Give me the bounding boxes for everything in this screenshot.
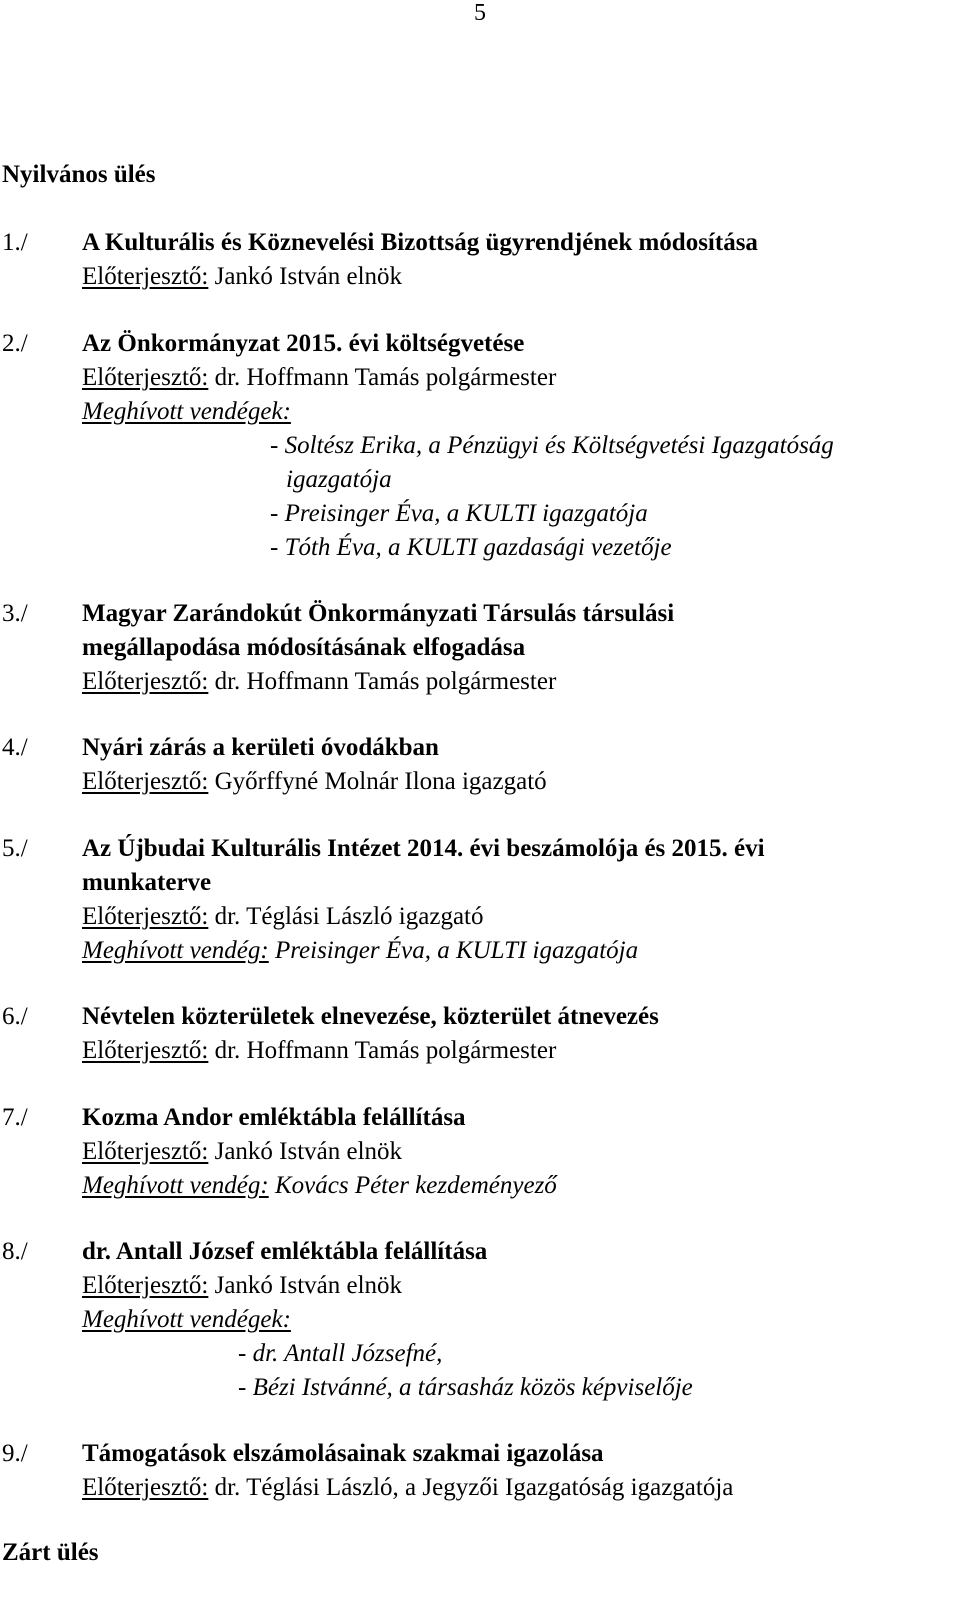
presenter-name: dr. Hoffmann Tamás polgármester [214,668,557,695]
presenter-line [82,361,556,395]
guest-entry: - Soltész Erika, a Pénzügyi és Költségvetési Igazgatóság [270,432,834,459]
presenter-label: Előterjesztő: [82,1037,209,1064]
item-number: 6./ [2,1003,28,1030]
presenter-label: Előterjesztő: [82,1474,209,1501]
page-number: 5 [474,0,486,26]
guest-name: Preisinger Éva, a KULTI igazgatója [274,937,639,964]
presenter-label: Előterjesztő: [82,1272,209,1299]
presenter-name: Jankó István elnök [214,263,403,290]
presenter-line [82,1135,402,1169]
item-title: Nyári zárás a kerületi óvodákban [82,734,439,761]
item-number: 7./ [2,1104,28,1131]
presenter-line [82,665,556,699]
item-number: 9./ [2,1440,28,1467]
item-number: 2./ [2,330,28,357]
presenter-label: Előterjesztő: [82,668,209,695]
guest-label: Meghívott vendég: [82,937,269,964]
presenter-label: Előterjesztő: [82,903,209,930]
presenter-name: Győrffyné Molnár Ilona igazgató [214,768,547,795]
presenter-line [82,900,484,934]
item-number: 3./ [2,600,28,627]
presenter-line [82,1269,402,1303]
guest-line [82,1169,557,1203]
presenter-label: Előterjesztő: [82,263,209,290]
item-number: 8./ [2,1238,28,1265]
presenter-line [82,260,402,294]
item-title: Támogatások elszámolásainak szakmai igazolása [82,1440,604,1467]
item-number: 5./ [2,835,28,862]
section-heading-public: Nyilvános ülés [2,161,156,188]
item-title-line: megállapodása módosításának elfogadása [82,634,526,661]
presenter-line [82,765,547,799]
item-title-line: Magyar Zarándokút Önkormányzati Társulás társulási [82,600,675,627]
guest-line [82,934,638,968]
item-title: Az Önkormányzat 2015. évi költségvetése [82,330,525,357]
presenter-label: Előterjesztő: [82,768,209,795]
item-title: A Kulturális és Köznevelési Bizottság ügyrendjének módosítása [82,229,758,256]
guest-label: Meghívott vendég: [82,1172,269,1199]
item-title: Kozma Andor emléktábla felállítása [82,1104,466,1131]
guests-label: Meghívott vendégek: [82,398,291,425]
section-heading-closed: Zárt ülés [2,1539,99,1566]
guest-name: Kovács Péter kezdeményező [274,1172,557,1199]
item-title: Névtelen közterületek elnevezése, közterület átnevezés [82,1003,659,1030]
presenter-name: dr. Téglási László igazgató [214,903,484,930]
presenter-line [82,1471,733,1505]
presenter-label: Előterjesztő: [82,1138,209,1165]
item-title: dr. Antall József emléktábla felállítása [82,1238,488,1265]
guest-entry: - Tóth Éva, a KULTI gazdasági vezetője [270,534,672,561]
guest-entry: - Preisinger Éva, a KULTI igazgatója [270,500,648,527]
guests-label: Meghívott vendégek: [82,1306,291,1333]
item-title-line: munkaterve [82,869,212,896]
item-number: 1./ [2,229,28,256]
presenter-name: dr. Hoffmann Tamás polgármester [214,1037,557,1064]
item-title-line: Az Újbudai Kulturális Intézet 2014. évi beszámolója és 2015. évi [82,835,765,862]
presenter-line [82,1034,556,1068]
presenter-name: dr. Hoffmann Tamás polgármester [214,364,557,391]
presenter-name: Jankó István elnök [214,1138,403,1165]
presenter-name: dr. Téglási László, a Jegyzői Igazgatóság igazgatója [214,1474,734,1501]
item-number: 4./ [2,734,28,761]
guest-entry: - dr. Antall Józsefné, [238,1340,443,1367]
presenter-label: Előterjesztő: [82,364,209,391]
guest-entry: igazgatója [286,466,392,493]
presenter-name: Jankó István elnök [214,1272,403,1299]
guest-entry: - Bézi Istvánné, a társasház közös képviselője [238,1374,693,1401]
